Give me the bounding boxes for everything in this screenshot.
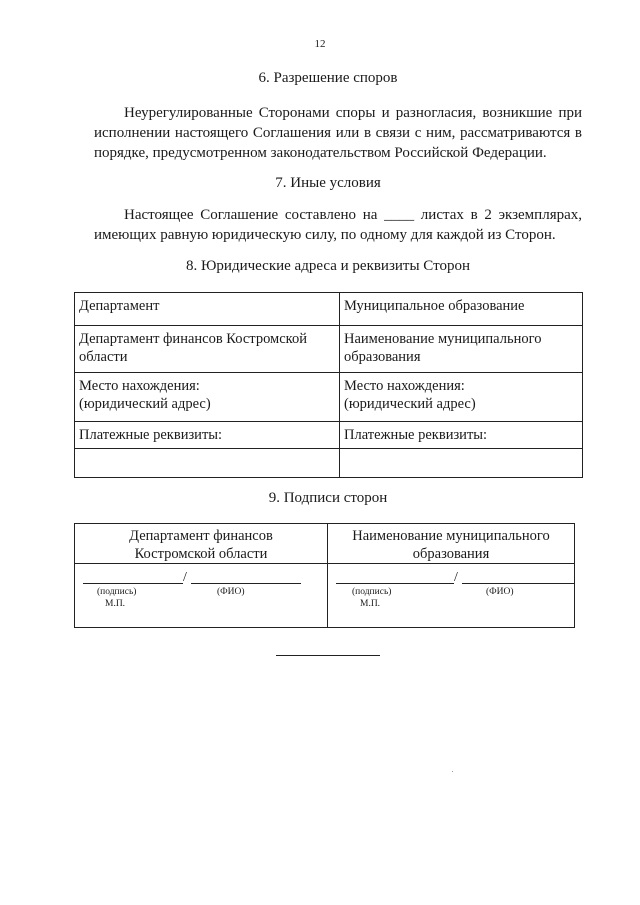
signature-line-left <box>83 583 183 584</box>
signature-caption-right: (подпись) <box>352 587 392 597</box>
location-right-label: Место нахождения: <box>344 378 465 394</box>
party-name-left: Департамент финансов Костромской области <box>75 326 340 373</box>
section-6-line-2: исполнении настоящего Соглашения или в связи с ним, рассматриваются в <box>94 125 582 141</box>
stamp-caption-right: М.П. <box>360 599 381 609</box>
scan-speck <box>452 771 453 772</box>
party-name-right: Наименование муниципального образования <box>340 326 583 373</box>
page-number: 12 <box>314 38 326 50</box>
signature-party-left <box>75 524 328 564</box>
table-row <box>75 564 575 628</box>
signature-party-right-line-2: образования <box>412 546 490 562</box>
signature-slash-left: / <box>183 570 187 585</box>
table-row <box>75 449 583 478</box>
section-7-line-1: Настоящее Соглашение составлено на ____ листах в 2 экземплярах, <box>124 207 582 223</box>
header-municipality: Муниципальное образование <box>340 293 583 326</box>
closing-rule <box>276 655 380 656</box>
stamp-caption-left: М.П. <box>105 599 126 609</box>
signature-line-right <box>336 583 454 584</box>
section-9-title: 9. Подписи сторон <box>268 490 388 506</box>
section-7-title: 7. Иные условия <box>275 175 381 191</box>
section-7-line-2: имеющих равную юридическую силу, по одному для каждой из Сторон. <box>94 227 556 243</box>
signature-party-left-line-1: Департамент финансов <box>129 528 273 544</box>
name-caption-right: (ФИО) <box>486 587 514 597</box>
signature-block-right <box>328 564 575 628</box>
name-line-left <box>191 583 301 584</box>
location-right <box>340 373 583 422</box>
section-8-title: 8. Юридические адреса и реквизиты Сторон <box>186 258 470 274</box>
location-left <box>75 373 340 422</box>
signature-slash-right: / <box>454 570 458 585</box>
empty-cell-right <box>340 449 583 478</box>
requisites-table <box>74 292 583 478</box>
location-left-label: Место нахождения: <box>79 378 200 394</box>
name-caption-left: (ФИО) <box>217 587 245 597</box>
signature-party-right <box>328 524 575 564</box>
table-row <box>75 373 583 422</box>
section-6-line-3: порядке, предусмотренном законодательством Российской Федерации. <box>94 145 547 161</box>
header-department: Департамент <box>75 293 340 326</box>
signature-caption-left: (подпись) <box>97 587 137 597</box>
location-right-sublabel: (юридический адрес) <box>344 396 476 412</box>
payment-left: Платежные реквизиты: <box>75 422 340 449</box>
section-7-text <box>94 205 582 245</box>
signature-block-left <box>75 564 328 628</box>
signatures-table <box>74 523 575 628</box>
section-6-line-1: Неурегулированные Сторонами споры и разногласия, возникшие при <box>124 105 582 121</box>
section-6-text <box>94 103 582 163</box>
empty-cell-left <box>75 449 340 478</box>
table-row <box>75 422 583 449</box>
table-row <box>75 524 575 564</box>
signature-party-left-line-2: Костромской области <box>134 546 268 562</box>
table-row <box>75 293 583 326</box>
name-line-right <box>462 583 574 584</box>
signature-party-right-line-1: Наименование муниципального <box>352 528 550 544</box>
payment-right: Платежные реквизиты: <box>340 422 583 449</box>
table-row <box>75 326 583 373</box>
section-6-title: 6. Разрешение споров <box>258 70 398 86</box>
location-left-sublabel: (юридический адрес) <box>79 396 211 412</box>
